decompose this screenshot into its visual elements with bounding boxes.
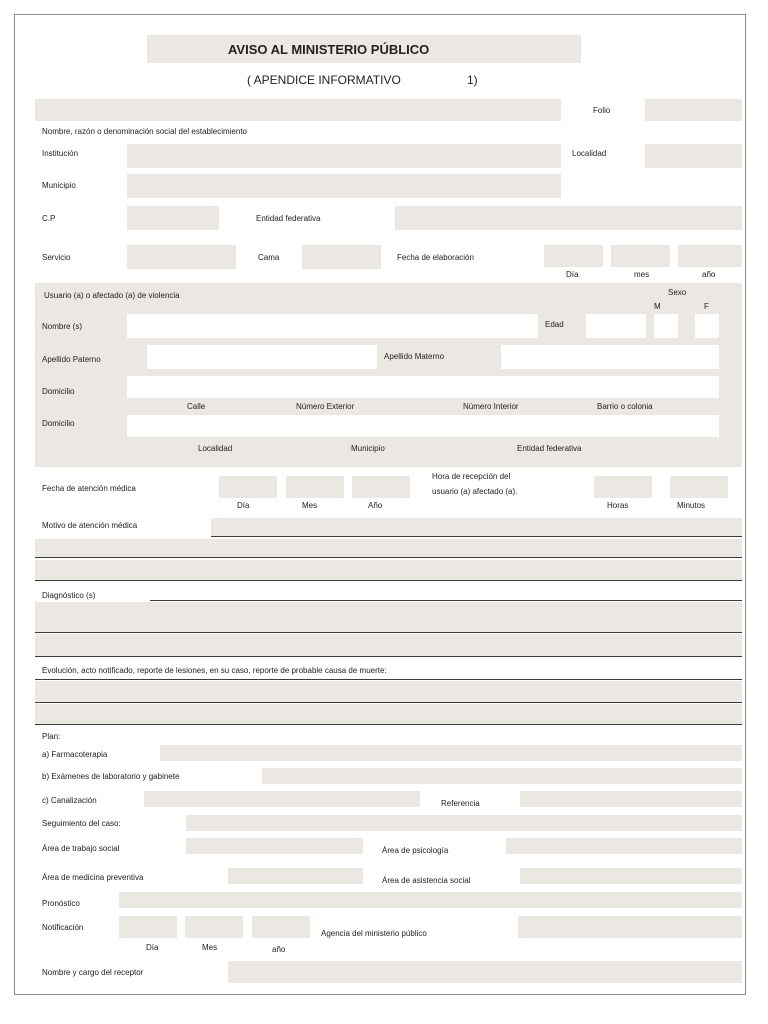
domicilio1-label: Domicilio	[42, 387, 75, 396]
medicina-preventiva-label: Área de medicina preventiva	[42, 873, 144, 882]
fecha-atencion-anio-field[interactable]	[352, 476, 410, 498]
medicina-preventiva-field[interactable]	[228, 868, 363, 884]
farmacoterapia-label: a) Farmacoterapia	[42, 750, 108, 759]
hora-recepcion-label-1: Hora de recepción del	[432, 472, 511, 481]
establishment-name-field[interactable]	[35, 99, 561, 121]
cama-label: Cama	[258, 253, 280, 262]
horas-label: Horas	[607, 501, 629, 510]
notificacion-dia-field[interactable]	[119, 916, 177, 938]
evolucion-label: Evolución, acto notificado, reporte de lesiones, en su caso, reporte de probable causa de muerte:	[42, 666, 387, 675]
fecha-atencion-anio-label: Año	[368, 501, 383, 510]
fecha-elaboracion-anio-field[interactable]	[678, 245, 742, 267]
edad-label: Edad	[545, 320, 564, 329]
diagnostico-field-1[interactable]	[35, 602, 742, 632]
evolucion-field-2[interactable]	[35, 704, 742, 724]
sexo-f-label: F	[704, 302, 709, 311]
evolucion-line-1	[35, 679, 742, 680]
domicilio1-field[interactable]	[127, 376, 719, 398]
referencia-label: Referencia	[441, 799, 480, 808]
sexo-m-checkbox[interactable]	[654, 314, 678, 338]
motivo-field-2[interactable]	[35, 539, 742, 557]
notificacion-dia-label: Día	[146, 943, 159, 952]
form-subtitle-number: 1)	[467, 73, 478, 87]
agencia-label: Agencia del ministerio público	[321, 929, 427, 938]
examenes-field[interactable]	[262, 768, 742, 784]
apellido-paterno-field[interactable]	[147, 345, 377, 369]
fecha-elaboracion-anio-label: año	[702, 270, 716, 279]
sexo-f-checkbox[interactable]	[695, 314, 719, 338]
asistencia-social-label: Área de asistencia social	[382, 876, 471, 885]
numero-interior-label: Número Interior	[463, 402, 519, 411]
entidad-usuario-label: Entidad federativa	[517, 444, 582, 453]
apellido-materno-label: Apellido Materno	[384, 352, 445, 361]
diagnostico-label: Diagnóstico (s)	[42, 591, 96, 600]
diagnostico-line-2	[35, 632, 742, 633]
cama-field[interactable]	[302, 245, 381, 269]
cp-field[interactable]	[127, 206, 219, 230]
receptor-field[interactable]	[228, 961, 742, 983]
hora-recepcion-label-2: usuario (a) afectado (a).	[432, 487, 518, 496]
canalizacion-label: c) Canalización	[42, 796, 97, 805]
trabajo-social-field[interactable]	[186, 838, 363, 854]
fecha-atencion-label: Fecha de atención médica	[42, 484, 136, 493]
notificacion-mes-field[interactable]	[185, 916, 243, 938]
agencia-field[interactable]	[518, 916, 742, 938]
apellido-materno-field[interactable]	[501, 345, 719, 369]
usuario-panel	[35, 283, 742, 467]
notificacion-mes-label: Mes	[202, 943, 218, 952]
horas-field[interactable]	[594, 476, 652, 498]
referencia-field[interactable]	[520, 791, 742, 807]
cp-label: C.P	[42, 214, 56, 223]
fecha-elaboracion-label: Fecha de elaboración	[397, 253, 474, 262]
motivo-line-2	[35, 557, 742, 558]
notificacion-anio-field[interactable]	[252, 916, 310, 938]
servicio-label: Servicio	[42, 253, 71, 262]
entidad-federativa-label: Entidad federativa	[256, 214, 321, 223]
domicilio2-field[interactable]	[127, 415, 719, 437]
domicilio2-label: Domicilio	[42, 419, 75, 428]
fecha-atencion-dia-field[interactable]	[219, 476, 277, 498]
pronostico-field[interactable]	[119, 892, 742, 908]
localidad-usuario-label: Localidad	[198, 444, 233, 453]
receptor-label: Nombre y cargo del receptor	[42, 968, 144, 977]
plan-label: Plan:	[42, 732, 61, 741]
nombre-field[interactable]	[127, 314, 538, 338]
evolucion-field-1[interactable]	[35, 681, 742, 702]
municipio-label: Municipio	[42, 181, 76, 190]
establishment-name-label: Nombre, razón o denominación social del establecimiento	[42, 127, 247, 136]
institucion-field[interactable]	[127, 144, 561, 168]
diagnostico-line-1	[150, 600, 742, 601]
servicio-field[interactable]	[127, 245, 236, 269]
nombre-label: Nombre (s)	[42, 322, 83, 331]
seguimiento-label: Seguimiento del caso:	[42, 819, 121, 828]
institucion-label: Institución	[42, 149, 79, 158]
fecha-elaboracion-dia-field[interactable]	[544, 245, 603, 267]
sexo-label: Sexo	[668, 288, 687, 297]
usuario-section-label: Usuario (a) o afectado (a) de violencia	[44, 291, 180, 300]
asistencia-social-field[interactable]	[520, 868, 742, 884]
minutos-field[interactable]	[670, 476, 728, 498]
numero-exterior-label: Número Exterior	[296, 402, 355, 411]
municipio-usuario-label: Municipio	[351, 444, 385, 453]
fecha-elaboracion-dia-label: Día	[566, 270, 579, 279]
minutos-label: Minutos	[677, 501, 706, 510]
notificacion-label: Notificación	[42, 923, 84, 932]
diagnostico-line-3	[35, 656, 742, 657]
psicologia-label: Área de psicología	[382, 846, 449, 855]
farmacoterapia-field[interactable]	[160, 745, 742, 761]
fecha-atencion-mes-label: Mes	[302, 501, 318, 510]
trabajo-social-label: Área de trabajo social	[42, 844, 120, 853]
calle-label: Calle	[187, 402, 206, 411]
seguimiento-field[interactable]	[186, 815, 742, 831]
folio-field[interactable]	[645, 99, 742, 121]
barrio-colonia-label: Barrio o colonia	[597, 402, 653, 411]
municipio-field[interactable]	[127, 174, 561, 198]
motivo-field-3[interactable]	[35, 560, 742, 580]
motivo-line-3	[35, 580, 742, 581]
psicologia-field[interactable]	[506, 838, 742, 854]
localidad-label: Localidad	[572, 149, 607, 158]
motivo-field-1[interactable]	[211, 518, 742, 536]
edad-field[interactable]	[586, 314, 646, 338]
fecha-elaboracion-mes-label: mes	[634, 270, 650, 279]
folio-label: Folio	[593, 106, 611, 115]
apellido-paterno-label: Apellido Paterno	[42, 355, 101, 364]
entidad-federativa-field[interactable]	[395, 206, 742, 230]
fecha-elaboracion-mes-field[interactable]	[611, 245, 670, 267]
fecha-atencion-mes-field[interactable]	[286, 476, 344, 498]
motivo-label: Motivo de atención médica	[42, 521, 138, 530]
localidad-field[interactable]	[645, 144, 742, 168]
motivo-line-1	[211, 536, 742, 537]
evolucion-line-2	[35, 702, 742, 703]
form-title: AVISO AL MINISTERIO PÚBLICO	[228, 42, 430, 57]
fecha-atencion-dia-label: Día	[237, 501, 250, 510]
canalizacion-field[interactable]	[144, 791, 420, 807]
form-subtitle: ( APENDICE INFORMATIVO	[247, 73, 401, 87]
sexo-m-label: M	[654, 302, 661, 311]
examenes-label: b) Exámenes de laboratorio y gabinete	[42, 772, 180, 781]
pronostico-label: Pronóstico	[42, 899, 80, 908]
notificacion-anio-label: año	[272, 945, 286, 954]
diagnostico-field-2[interactable]	[35, 634, 742, 656]
evolucion-line-3	[35, 724, 742, 725]
